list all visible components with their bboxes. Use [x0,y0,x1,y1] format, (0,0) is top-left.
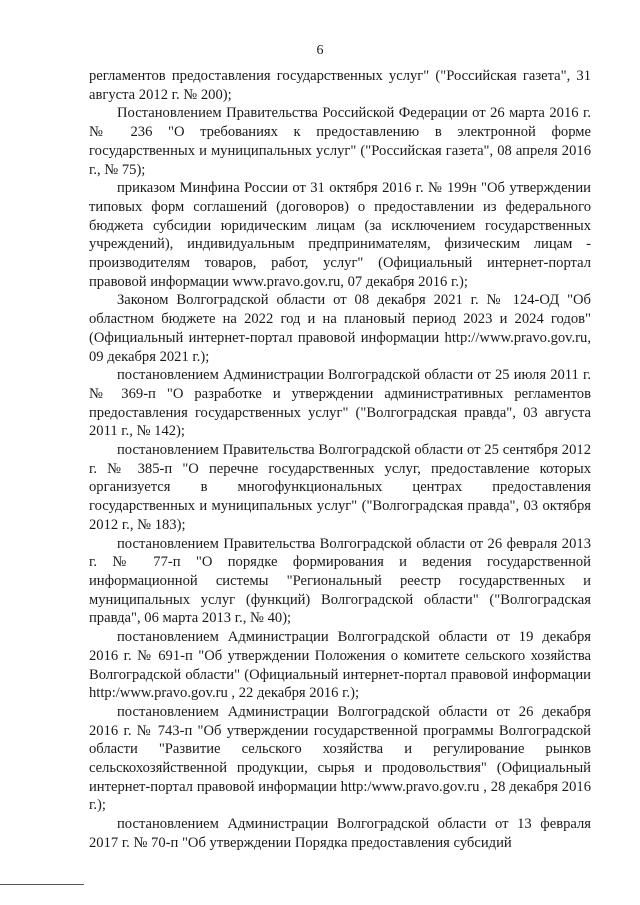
paragraph-resolution-369-p: постановлением Администрации Волгоградской области от 25 июля 2011 г. № 369-п "О разработке и утверждении административных регламентов предоставления государственных услуг" ("Волгоградская правда", 03 августа 2011 г., № 142); [89,367,591,440]
page-number: 6 [316,43,324,58]
paragraph-regional-law-124-od: Законом Волгоградской области от 08 декабря 2021 г. № 124-ОД "Об областном бюджете на 2022 год и на плановый период 2023 и 2024 годов" (Официальный интернет-портал правовой информации http://www.pravo.gov.ru, 09 декабря 2021 г.); [89,292,591,365]
paragraph-rf-resolution-236: Постановлением Правительства Российской Федерации от 26 марта 2016 г. № 236 "О требованиях к предоставлению в электронной форме государственных и муниципальных услуг" ("Российская газета", 08 апреля 2016 г., № 75); [89,105,591,178]
paragraph-minfin-order-199n: приказом Минфина России от 31 октября 2016 г. № 199н "Об утверждении типовых форм соглашений (договоров) о предоставлении из федерального бюджета субсидии юридическим лицам (за исключением государственных учреждений), индивидуальным предпринимателям, физическим лицам - производителям товаров, работ, услуг" (Официальный интернет-портал правовой информации www.pravo.gov.ru, 07 декабря 2016 г.); [89,180,591,290]
paragraph-regulations-continuation: регламентов предоставления государственных услуг" ("Российская газета", 31 августа 2012 г. № 200); [89,68,591,103]
document-body [89,67,591,853]
paragraph-resolution-77-p: постановлением Правительства Волгоградской области от 26 февраля 2013 г. № 77-п "О порядке формирования и ведения государственной информационной системы "Региональный реестр государственных и муниципальных услуг (функций) Волгоградской области" ("Волгоградская правда", 06 марта 2013 г., № 40); [89,535,591,627]
footnote-separator-line [0,884,84,885]
paragraph-resolution-70-p: постановлением Администрации Волгоградской области от 13 февраля 2017 г. № 70-п "Об утверждении Порядка предоставления субсидий [89,816,591,851]
paragraph-resolution-743-p: постановлением Администрации Волгоградской области от 26 декабря 2016 г. № 743-п "Об утверждении государственной программы Волгоградской области "Развитие сельского хозяйства и регулирование рынков сельскохозяйственной продукции, сырья и продовольствия" (Официальный интернет-портал правовой информации http:/www.pravo.gov.ru , 28 декабря 2016 г.); [89,703,591,814]
paragraph-resolution-385-p: постановлением Правительства Волгоградской области от 25 сентября 2012 г. № 385-п "О перечне государственных услуг, предоставление которых организуется в многофункциональных центрах предоставления государственных и муниципальных услуг" ("Волгоградская правда", 03 октября 2012 г., № 183); [89,442,591,533]
paragraph-resolution-691-p: постановлением Администрации Волгоградской области от 19 декабря 2016 г. № 691-п "Об утверждении Положения о комитете сельского хозяйства Волгоградской области" (Официальный интернет-портал правовой информации http:/www.pravo.gov.ru , 22 декабря 2016 г.); [89,629,591,702]
